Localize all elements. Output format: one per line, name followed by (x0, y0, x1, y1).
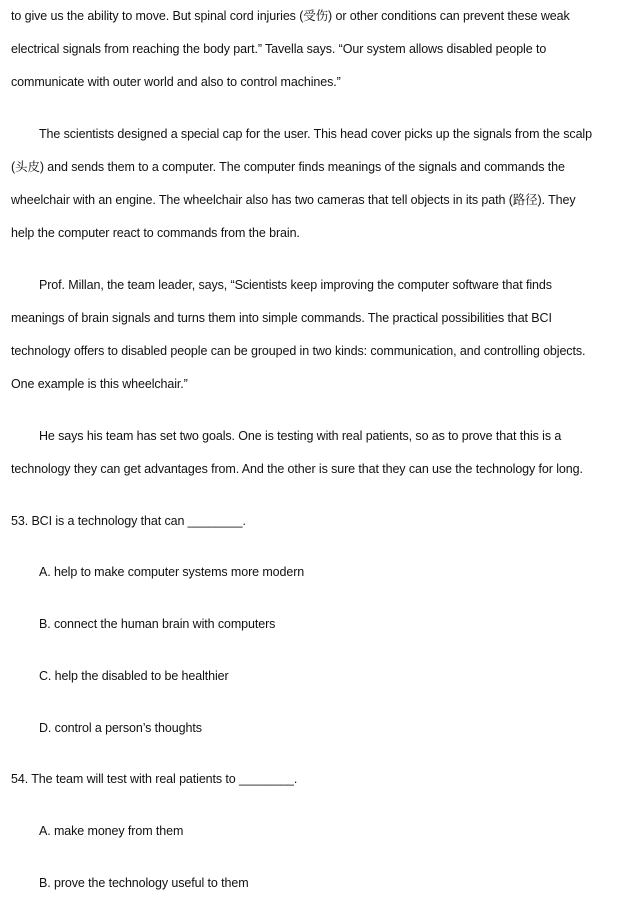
paragraph-3-line-3: technology offers to disabled people can be grouped in two kinds: communication, and controlling objects. (11, 344, 586, 358)
paragraph-1-line-2: electrical signals from reaching the body part.” Tavella says. “Our system allows disabled people to (11, 42, 547, 56)
question-53-option-a: A. help to make computer systems more modern (39, 565, 305, 579)
paragraph-2-line-1: The scientists designed a special cap for the user. This head cover picks up the signals from the scalp (39, 127, 592, 141)
paragraph-1-line-1: to give us the ability to move. But spinal cord injuries (受伤) or other conditions can prevent these weak (11, 9, 570, 23)
paragraph-4-line-1: He says his team has set two goals. One is testing with real patients, so as to prove that this is a (39, 429, 562, 443)
paragraph-3-line-1: Prof. Millan, the team leader, says, “Scientists keep improving the computer software that finds (39, 278, 552, 292)
question-53-option-d: D. control a person’s thoughts (39, 721, 202, 735)
question-53-stem: 53. BCI is a technology that can ________. (11, 514, 246, 528)
paragraph-3-line-4: One example is this wheelchair.” (11, 377, 188, 391)
paragraph-3-line-2: meanings of brain signals and turns them into simple commands. The practical possibilities that BCI (11, 311, 552, 325)
paragraph-2-line-4: help the computer react to commands from the brain. (11, 226, 300, 240)
paragraph-1-line-3: communicate with outer world and also to control machines.” (11, 75, 341, 89)
paragraph-2-line-3: wheelchair with an engine. The wheelchair also has two cameras that tell objects in its path (路径). They (11, 193, 576, 207)
paragraph-4-line-2: technology they can get advantages from. And the other is sure that they can use the technology for long. (11, 462, 583, 476)
question-54-option-b: B. prove the technology useful to them (39, 876, 249, 890)
question-53-option-c: C. help the disabled to be healthier (39, 669, 229, 683)
paragraph-2-line-2: (头皮) and sends them to a computer. The computer finds meanings of the signals and commands the (11, 160, 565, 174)
question-54-option-a: A. make money from them (39, 824, 184, 838)
question-54-stem: 54. The team will test with real patients to ________. (11, 772, 298, 786)
question-53-option-b: B. connect the human brain with computers (39, 617, 276, 631)
